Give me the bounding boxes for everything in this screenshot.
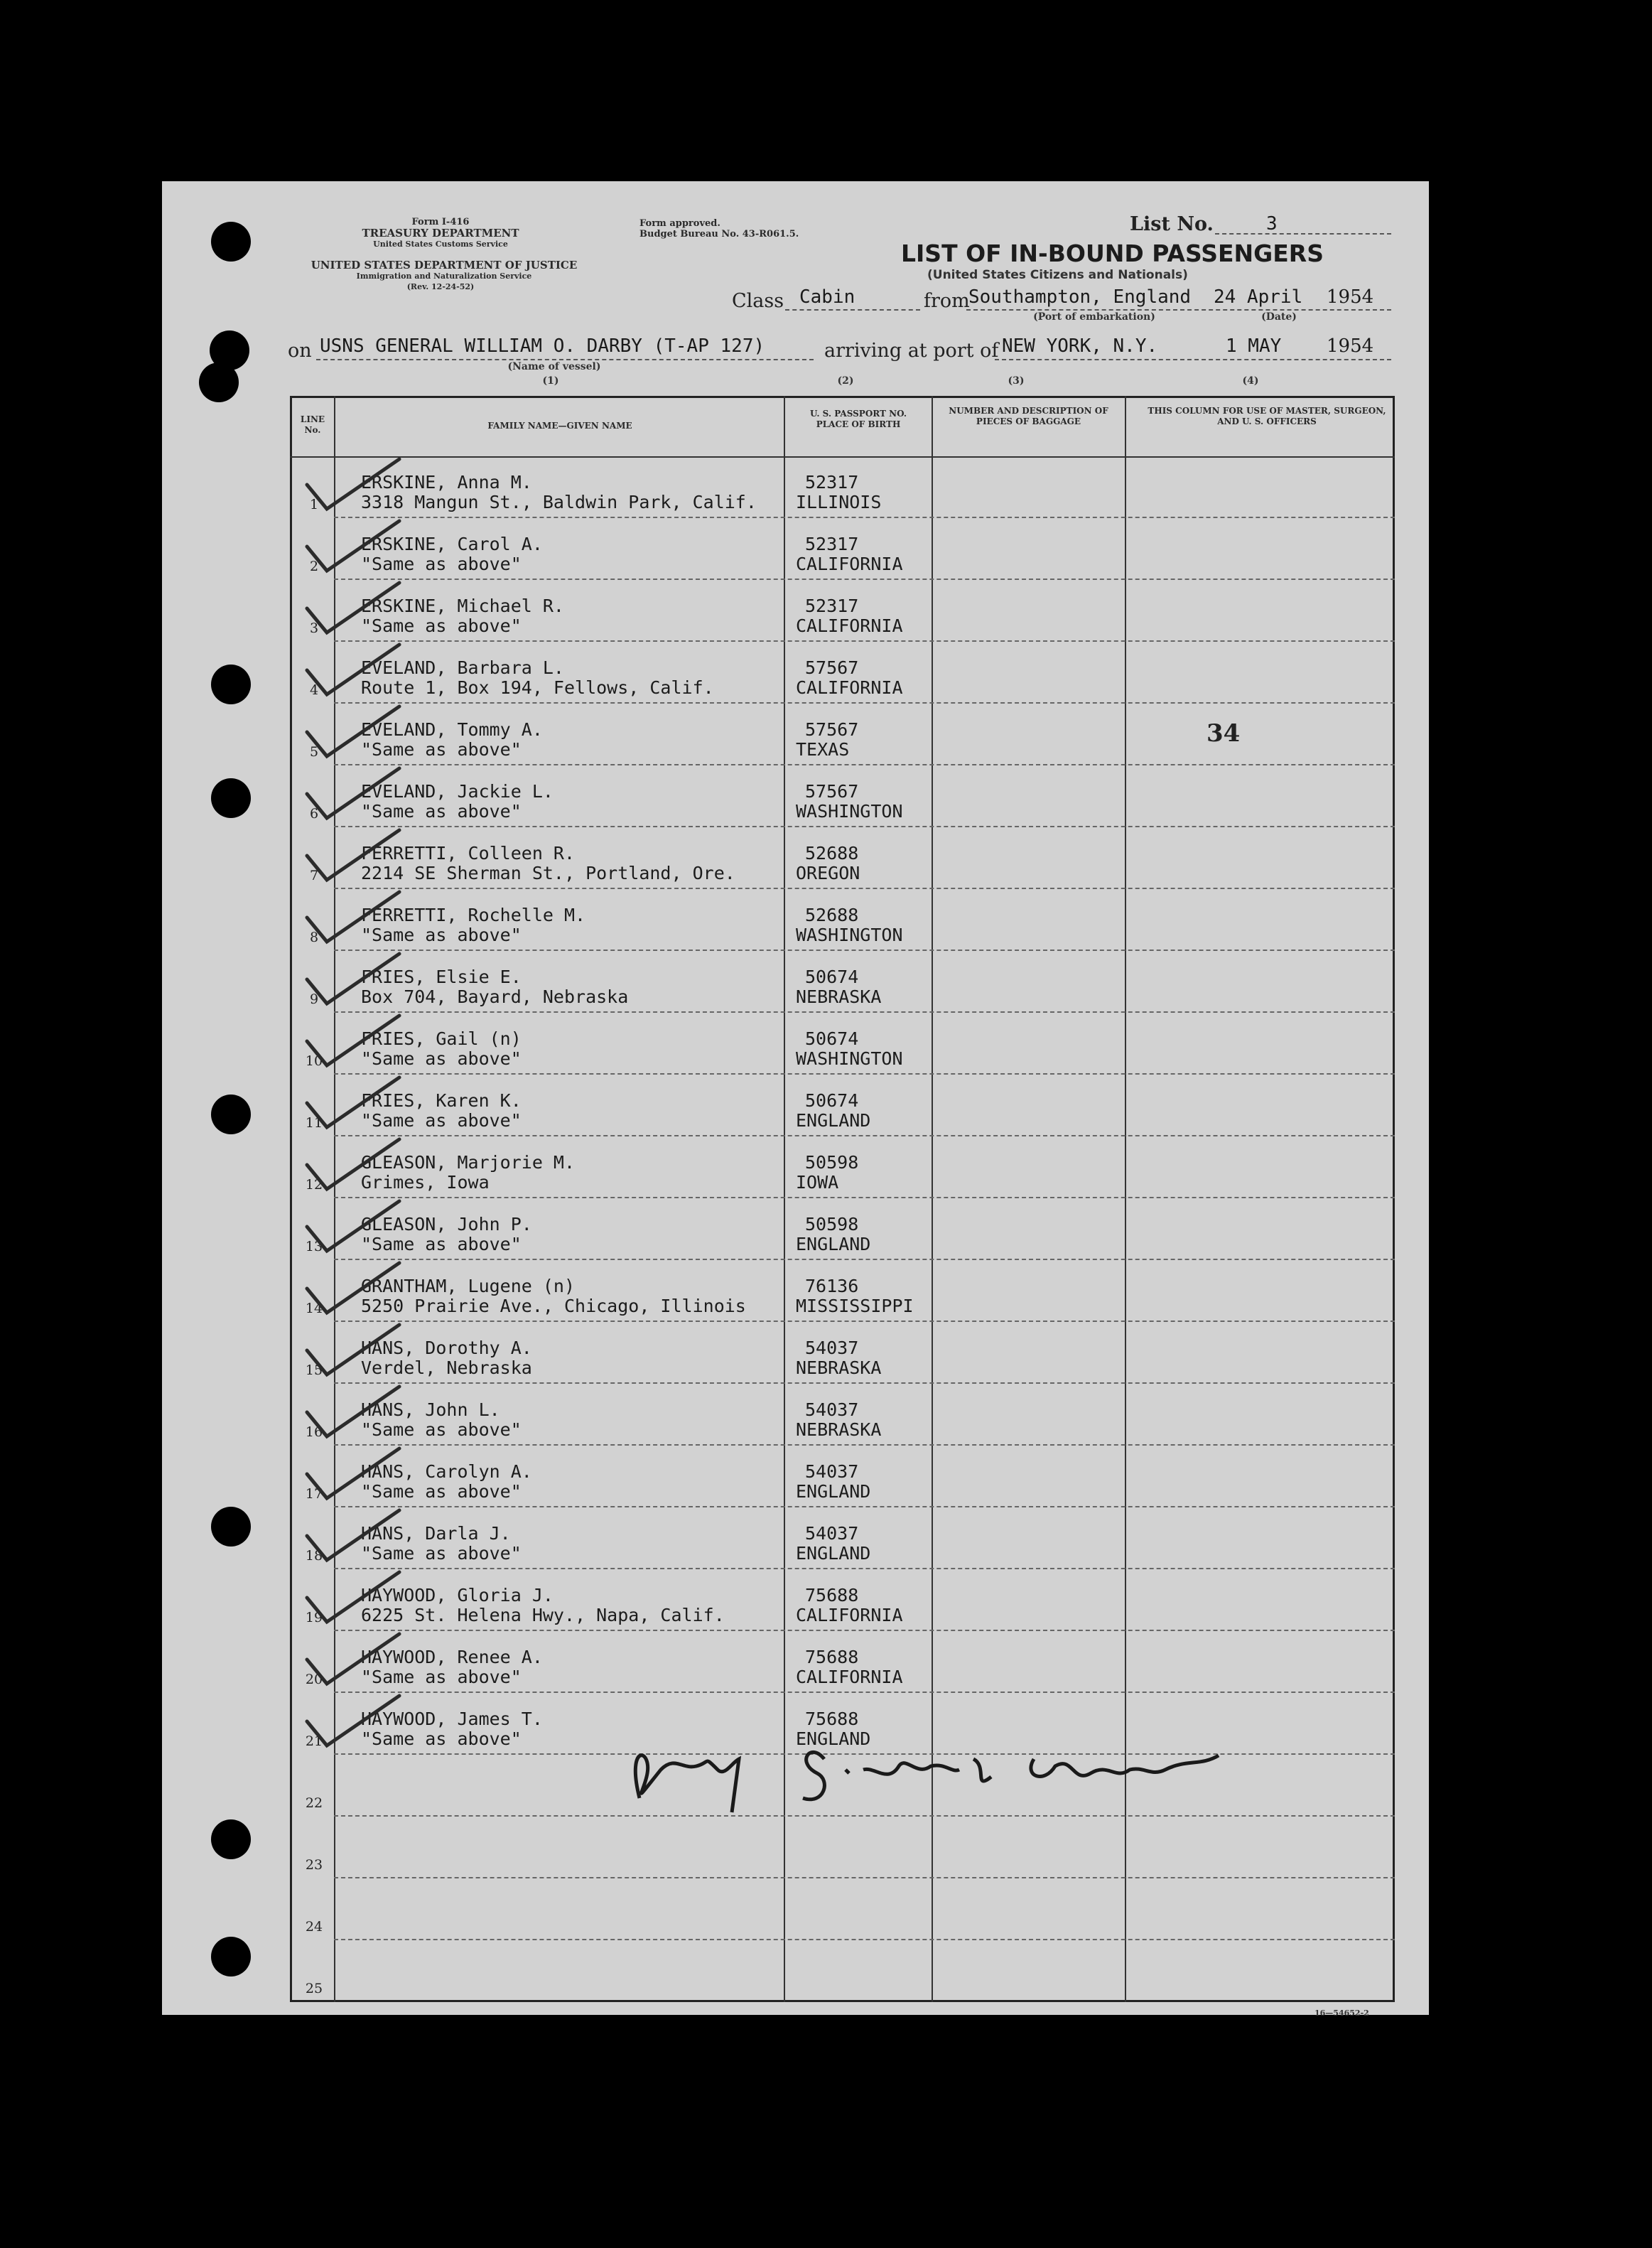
line-number: 2 [309, 559, 319, 574]
table-row [290, 1260, 1395, 1322]
passport-number: 54037 [805, 1461, 859, 1482]
line-number: 16 [305, 1424, 323, 1440]
passport-number: 75688 [805, 1709, 859, 1729]
passenger-address: Grimes, Iowa [361, 1172, 490, 1193]
check-mark-icon [300, 1075, 406, 1131]
passenger-address: "Same as above" [361, 1419, 522, 1440]
passenger-name: GLEASON, Marjorie M. [361, 1152, 576, 1173]
list-no-label: List No. [1130, 213, 1214, 235]
passenger-address: 5250 Prairie Ave., Chicago, Illinois [361, 1296, 746, 1316]
justice-dept: UNITED STATES DEPARTMENT OF JUSTICE [311, 259, 578, 271]
passenger-name: FERRETTI, Colleen R. [361, 843, 576, 864]
passport-number: 57567 [805, 719, 859, 740]
place-of-birth: CALIFORNIA [796, 554, 903, 574]
line-number: 21 [305, 1733, 323, 1749]
check-mark-icon [300, 1260, 406, 1317]
col-header-line-no: LINE No. [300, 414, 325, 435]
table-row [290, 580, 1395, 642]
table-row [290, 1384, 1395, 1446]
customs-service: United States Customs Service [373, 240, 508, 249]
passenger-name: HAYWOOD, Gloria J. [361, 1585, 554, 1606]
check-mark-icon [300, 1693, 406, 1750]
list-no-value: 3 [1266, 213, 1278, 235]
arrival-port: NEW YORK, N.Y. [1002, 335, 1158, 357]
passenger-address: 2214 SE Sherman St., Portland, Ore. [361, 863, 735, 883]
passport-number: 54037 [805, 1399, 859, 1420]
table-row [290, 1569, 1395, 1631]
line-number: 17 [305, 1486, 323, 1502]
passenger-name: FRIES, Karen K. [361, 1090, 522, 1111]
passport-number: 54037 [805, 1338, 859, 1358]
place-of-birth: ENGLAND [796, 1234, 871, 1254]
passport-number: 52688 [805, 843, 859, 864]
passenger-address: "Same as above" [361, 925, 522, 945]
budget-bureau: Budget Bureau No. 43-R061.5. [639, 229, 799, 240]
year-2: 1954 [1327, 335, 1374, 357]
place-of-birth: ENGLAND [796, 1110, 871, 1131]
arriving-label: arriving at port of [824, 340, 999, 362]
place-of-birth: OREGON [796, 863, 860, 883]
table-row [290, 951, 1395, 1013]
passenger-name: GLEASON, John P. [361, 1214, 532, 1235]
passenger-name: HANS, Darla J. [361, 1523, 511, 1544]
place-of-birth: WASHINGTON [796, 801, 903, 822]
place-of-birth: NEBRASKA [796, 986, 882, 1007]
passenger-address: "Same as above" [361, 1048, 522, 1069]
passport-number: 75688 [805, 1647, 859, 1667]
passport-number: 76136 [805, 1276, 859, 1296]
passenger-name: HAYWOOD, Renee A. [361, 1647, 543, 1667]
table-row [290, 642, 1395, 704]
passenger-address: "Same as above" [361, 615, 522, 636]
check-mark-icon [300, 765, 406, 822]
check-mark-icon [300, 951, 406, 1008]
check-mark-icon [300, 1013, 406, 1070]
place-of-birth: IOWA [796, 1172, 839, 1193]
binder-hole [199, 362, 239, 402]
table-row [290, 765, 1395, 827]
passport-number: 52317 [805, 472, 859, 493]
check-mark-icon [300, 456, 406, 513]
check-mark-icon [300, 1569, 406, 1626]
passenger-name: FERRETTI, Rochelle M. [361, 905, 586, 925]
form-number: Form I-416 [411, 217, 470, 227]
line-number: 11 [305, 1115, 323, 1131]
passenger-name: HANS, John L. [361, 1399, 500, 1420]
revision-date: (Rev. 12-24-52) [406, 282, 475, 291]
line-number: 1 [309, 497, 319, 512]
place-of-birth: MISSISSIPPI [796, 1296, 914, 1316]
passenger-name: HANS, Dorothy A. [361, 1338, 532, 1358]
check-mark-icon [300, 1322, 406, 1379]
check-mark-icon [300, 1631, 406, 1688]
form-subtitle: (United States Citizens and Nationals) [927, 268, 1188, 282]
place-of-birth: WASHINGTON [796, 925, 903, 945]
line-number: 3 [309, 620, 319, 636]
col-header-officers: THIS COLUMN FOR USE OF MASTER, SURGEON, AND U. S. OFFICERS [1148, 406, 1386, 426]
binder-hole [211, 1937, 251, 1977]
passenger-name: EVELAND, Tommy A. [361, 719, 543, 740]
passport-number: 50674 [805, 1028, 859, 1049]
col4-caption: (4) [1242, 375, 1259, 387]
place-of-birth: ILLINOIS [796, 492, 882, 512]
table-row [290, 1075, 1395, 1136]
line-number: 22 [305, 1795, 323, 1811]
on-label: on [288, 340, 312, 362]
check-mark-icon [300, 1198, 406, 1255]
check-mark-icon [300, 518, 406, 575]
arrival-date: 1 MAY [1226, 335, 1282, 357]
ins-service: Immigration and Naturalization Service [356, 271, 532, 281]
line-number: 15 [305, 1362, 323, 1378]
table-row [290, 1878, 1395, 1940]
passport-number: 50598 [805, 1214, 859, 1235]
passenger-name: ERSKINE, Carol A. [361, 534, 543, 554]
class-label: Class [732, 290, 784, 312]
col-header-name: FAMILY NAME—GIVEN NAME [487, 421, 632, 431]
check-mark-icon [300, 827, 406, 884]
passenger-name: ERSKINE, Michael R. [361, 596, 564, 616]
place-of-birth: ENGLAND [796, 1543, 871, 1564]
passenger-address: 3318 Mangun St., Baldwin Park, Calif. [361, 492, 757, 512]
passport-number: 52317 [805, 534, 859, 554]
treasury-dept: TREASURY DEPARTMENT [362, 227, 519, 240]
col2-caption: (2) [837, 375, 854, 387]
passport-number: 75688 [805, 1585, 859, 1606]
passport-number: 50674 [805, 967, 859, 987]
binder-hole [211, 1819, 251, 1859]
binder-hole [211, 222, 251, 262]
passenger-address: "Same as above" [361, 1543, 522, 1564]
binder-hole [211, 1095, 251, 1134]
place-of-birth: CALIFORNIA [796, 677, 903, 698]
passenger-name: EVELAND, Barbara L. [361, 657, 564, 678]
table-row [290, 889, 1395, 951]
passenger-address: "Same as above" [361, 1234, 522, 1254]
table-row [290, 1507, 1395, 1569]
check-mark-icon [300, 1136, 406, 1193]
inspector-signature [618, 1699, 1229, 1819]
line-number: 7 [309, 868, 319, 883]
line-number: 6 [309, 806, 319, 822]
passenger-address: "Same as above" [361, 1667, 522, 1687]
form-approved: Form approved. [639, 218, 720, 229]
line-number: 13 [305, 1239, 323, 1254]
form-title: LIST OF IN-BOUND PASSENGERS [901, 240, 1324, 267]
place-of-birth: NEBRASKA [796, 1357, 882, 1378]
col1-caption: (1) [542, 375, 559, 387]
place-of-birth: ENGLAND [796, 1728, 871, 1749]
passport-number: 50598 [805, 1152, 859, 1173]
place-of-birth: CALIFORNIA [796, 1667, 903, 1687]
passenger-name: HAYWOOD, James T. [361, 1709, 543, 1729]
line-number: 23 [305, 1857, 323, 1873]
table-row [290, 1013, 1395, 1075]
passenger-name: FRIES, Elsie E. [361, 967, 522, 987]
line-number: 20 [305, 1672, 323, 1687]
line-number: 18 [305, 1548, 323, 1564]
class-value: Cabin [799, 286, 855, 308]
passenger-address: "Same as above" [361, 739, 522, 760]
passenger-address: "Same as above" [361, 801, 522, 822]
passport-number: 52688 [805, 905, 859, 925]
check-mark-icon [300, 889, 406, 946]
table-row [290, 1631, 1395, 1693]
passport-number: 54037 [805, 1523, 859, 1544]
form-print-code: 16—54652-2 [1314, 2008, 1369, 2018]
check-mark-icon [300, 1446, 406, 1502]
vessel-caption: (Name of vessel) [507, 361, 601, 372]
line-number: 8 [309, 930, 319, 945]
place-of-birth: TEXAS [796, 739, 850, 760]
check-mark-icon [300, 642, 406, 699]
line-number: 24 [305, 1919, 323, 1935]
col-header-baggage: NUMBER AND DESCRIPTION OF PIECES OF BAGGAGE [949, 406, 1108, 426]
date-caption: (Date) [1261, 311, 1297, 323]
line-number: 10 [305, 1053, 323, 1069]
line-number: 14 [305, 1301, 323, 1316]
table-row [290, 1940, 1395, 2002]
table-row [290, 1446, 1395, 1507]
table-row [290, 1136, 1395, 1198]
passenger-address: "Same as above" [361, 1728, 522, 1749]
passenger-name: HANS, Carolyn A. [361, 1461, 532, 1482]
passenger-name: FRIES, Gail (n) [361, 1028, 522, 1049]
passport-number: 50674 [805, 1090, 859, 1111]
port-embark-caption: (Port of embarkation) [1033, 311, 1155, 323]
place-of-birth: CALIFORNIA [796, 615, 903, 636]
check-mark-icon [300, 580, 406, 637]
check-mark-icon [300, 1384, 406, 1441]
passenger-address: "Same as above" [361, 1481, 522, 1502]
table-row [290, 827, 1395, 889]
check-mark-icon [300, 1507, 406, 1564]
line-number: 19 [305, 1610, 323, 1625]
line-number: 25 [305, 1981, 323, 1996]
col3-caption: (3) [1008, 375, 1025, 387]
place-of-birth: NEBRASKA [796, 1419, 882, 1440]
port-of-embarkation: Southampton, England [968, 286, 1192, 308]
table-row [290, 1322, 1395, 1384]
passport-number: 52317 [805, 596, 859, 616]
binder-hole [211, 778, 251, 818]
from-label: from [924, 290, 970, 312]
embarkation-date: 24 April [1214, 286, 1303, 308]
place-of-birth: ENGLAND [796, 1481, 871, 1502]
check-mark-icon [300, 704, 406, 760]
vessel-name: USNS GENERAL WILLIAM O. DARBY (T-AP 127) [320, 335, 765, 357]
passport-number: 57567 [805, 781, 859, 802]
table-row [290, 1817, 1395, 1878]
line-number: 12 [305, 1177, 323, 1193]
table-row [290, 1198, 1395, 1260]
binder-hole [211, 1507, 251, 1547]
line-number: 5 [309, 744, 319, 760]
passenger-address: 6225 St. Helena Hwy., Napa, Calif. [361, 1605, 725, 1625]
table-row [290, 518, 1395, 580]
passenger-name: ERSKINE, Anna M. [361, 472, 532, 493]
binder-hole [211, 665, 251, 704]
table-row [290, 456, 1395, 518]
place-of-birth: WASHINGTON [796, 1048, 903, 1069]
officer-note: 34 [1206, 719, 1241, 748]
passenger-address: Box 704, Bayard, Nebraska [361, 986, 629, 1007]
passenger-name: EVELAND, Jackie L. [361, 781, 554, 802]
passport-number: 57567 [805, 657, 859, 678]
year-1: 1954 [1327, 286, 1374, 308]
line-number: 4 [309, 682, 319, 698]
line-number: 9 [309, 991, 319, 1007]
passenger-address: Verdel, Nebraska [361, 1357, 532, 1378]
passenger-address: "Same as above" [361, 554, 522, 574]
col-header-passport: U. S. PASSPORT NO. PLACE OF BIRTH [809, 409, 907, 429]
passenger-address: "Same as above" [361, 1110, 522, 1131]
place-of-birth: CALIFORNIA [796, 1605, 903, 1625]
passenger-address: Route 1, Box 194, Fellows, Calif. [361, 677, 714, 698]
passenger-name: GRANTHAM, Lugene (n) [361, 1276, 576, 1296]
